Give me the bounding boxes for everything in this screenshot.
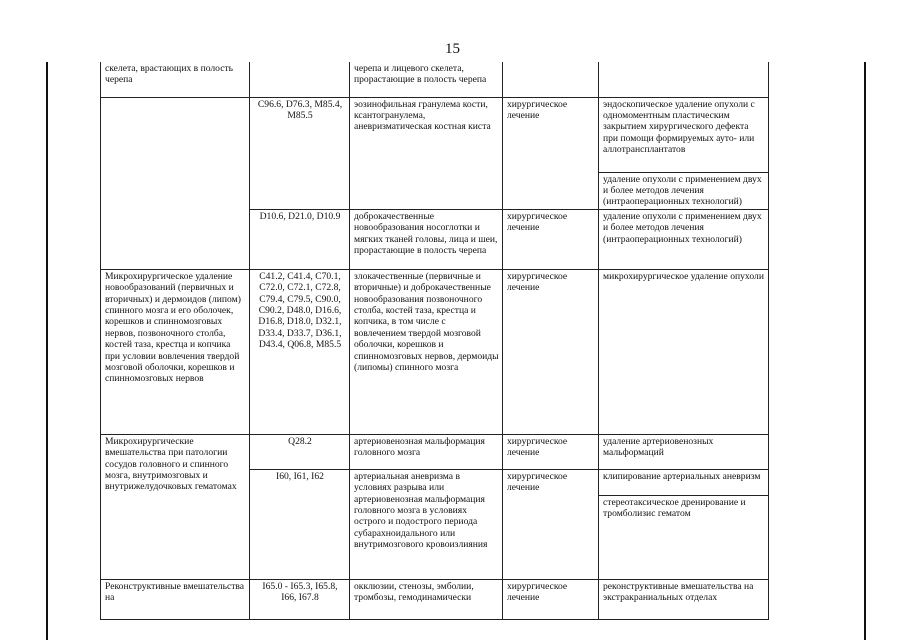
page-number: 15 bbox=[445, 41, 460, 57]
treatment-type-cell: хирургическое лечение bbox=[503, 434, 599, 469]
diagnosis-cell: артериовенозная мальформация головного мозга bbox=[350, 434, 503, 469]
treatment-type-cell: хирургическое лечение bbox=[503, 97, 599, 209]
treatment-type-cell: хирургическое лечение bbox=[503, 209, 599, 269]
icd-codes-cell: C41.2, C41.4, C70.1, C72.0, C72.1, C72.8, C79.4, C79.5, C90.0, C90.2, D48.0, D16.6, D16.8, D18.0, D32.1, D33.4, D33.7, D36.1, D43.4, Q06.8, M85.5 bbox=[250, 269, 350, 434]
procedure-name-cell: Микрохирургические вмешательства при патологии сосудов головного и спинного мозга, внутримозговых и внутрижелудочковых гематомах bbox=[101, 434, 250, 579]
treatment-method-cell: реконструктивные вмешательства на экстракраниальных отделах bbox=[599, 579, 769, 619]
table-row bbox=[101, 62, 769, 97]
treatment-type-cell bbox=[503, 62, 599, 97]
right-margin-line bbox=[864, 62, 866, 640]
diagnosis-cell: злокачественные (первичные и вторичные) и доброкачественные новообразования позвоночного столба, костей таза, крестца и копчика, в том числе с вовлечением твердой мозговой оболочки, корешков и спинномозговых нервов, дермоиды (липомы) спинного мозга bbox=[350, 269, 503, 434]
procedure-name-cell: Микрохирургическое удаление новообразований (первичных и вторичных) и дермоидов (липом) спинного мозга и его оболочек, корешков и спинномозговых нервов, позвоночного столба, костей таза, крестца и копчика при условии вовлечения твердой мозговой оболочки, корешков и спинномозговых нервов bbox=[101, 269, 250, 434]
treatment-method-cell: удаление опухоли с применением двух и более методов лечения (интраоперационных технологий) bbox=[599, 209, 769, 269]
treatment-type-cell: хирургическое лечение bbox=[503, 579, 599, 619]
procedures-table bbox=[100, 62, 769, 620]
table-row bbox=[101, 269, 769, 434]
treatment-type-cell: хирургическое лечение bbox=[503, 469, 599, 579]
left-margin-line bbox=[46, 62, 48, 640]
icd-codes-cell: I65.0 - I65.3, I65.8, I66, I67.8 bbox=[250, 579, 350, 619]
table-row bbox=[101, 97, 769, 209]
diagnosis-cell: эозинофильная гранулема кости, ксантогранулема, аневризматическая костная киста bbox=[350, 97, 503, 209]
diagnosis-cell: окклюзии, стенозы, эмболии, тромбозы, гемодинамически bbox=[350, 579, 503, 619]
icd-codes-cell: Q28.2 bbox=[250, 434, 350, 469]
icd-codes-cell: C96.6, D76.3, M85.4, M85.5 bbox=[250, 97, 350, 209]
treatment-method: клипирование артериальных аневризм bbox=[603, 470, 761, 482]
treatment-method-cell: удаление артериовенозных мальформаций bbox=[599, 434, 769, 469]
procedure-name-cell: Реконструктивные вмешательства на bbox=[101, 579, 250, 619]
treatment-method: удаление опухоли с применением двух и более методов лечения (интраоперационных технологий) bbox=[599, 172, 768, 209]
treatment-method: стереотаксическое дренирование и тромболизис гематом bbox=[599, 495, 768, 521]
table-row bbox=[101, 579, 769, 619]
treatment-method-cell bbox=[599, 469, 769, 579]
treatment-method: эндоскопическое удаление опухоли с одномоментным пластическим закрытием хирургического дефекта при помощи формируемых ауто- или аллотрансплантатов bbox=[603, 98, 755, 156]
icd-codes-cell bbox=[250, 62, 350, 97]
treatment-type-cell: хирургическое лечение bbox=[503, 269, 599, 434]
procedure-name-cell bbox=[101, 97, 250, 269]
treatment-method-cell: микрохирургическое удаление опухоли bbox=[599, 269, 769, 434]
diagnosis-cell: доброкачественные новообразования носоглотки и мягких тканей головы, лица и шеи, прорастающие в полость черепа bbox=[350, 209, 503, 269]
icd-codes-cell: D10.6, D21.0, D10.9 bbox=[250, 209, 350, 269]
treatment-method-cell bbox=[599, 97, 769, 209]
icd-codes-cell: I60, I61, I62 bbox=[250, 469, 350, 579]
treatment-method-cell bbox=[599, 62, 769, 97]
diagnosis-cell: артериальная аневризма в условиях разрыва или артериовенозная мальформация головного мозга в условиях острого и подострого периода субарахноидального или внутримозгового кровоизлияния bbox=[350, 469, 503, 579]
diagnosis-cell: черепа и лицевого скелета, прорастающие в полость черепа bbox=[350, 62, 503, 97]
table-row bbox=[101, 434, 769, 469]
procedure-name-cell: скелета, врастающих в полость черепа bbox=[101, 62, 250, 97]
